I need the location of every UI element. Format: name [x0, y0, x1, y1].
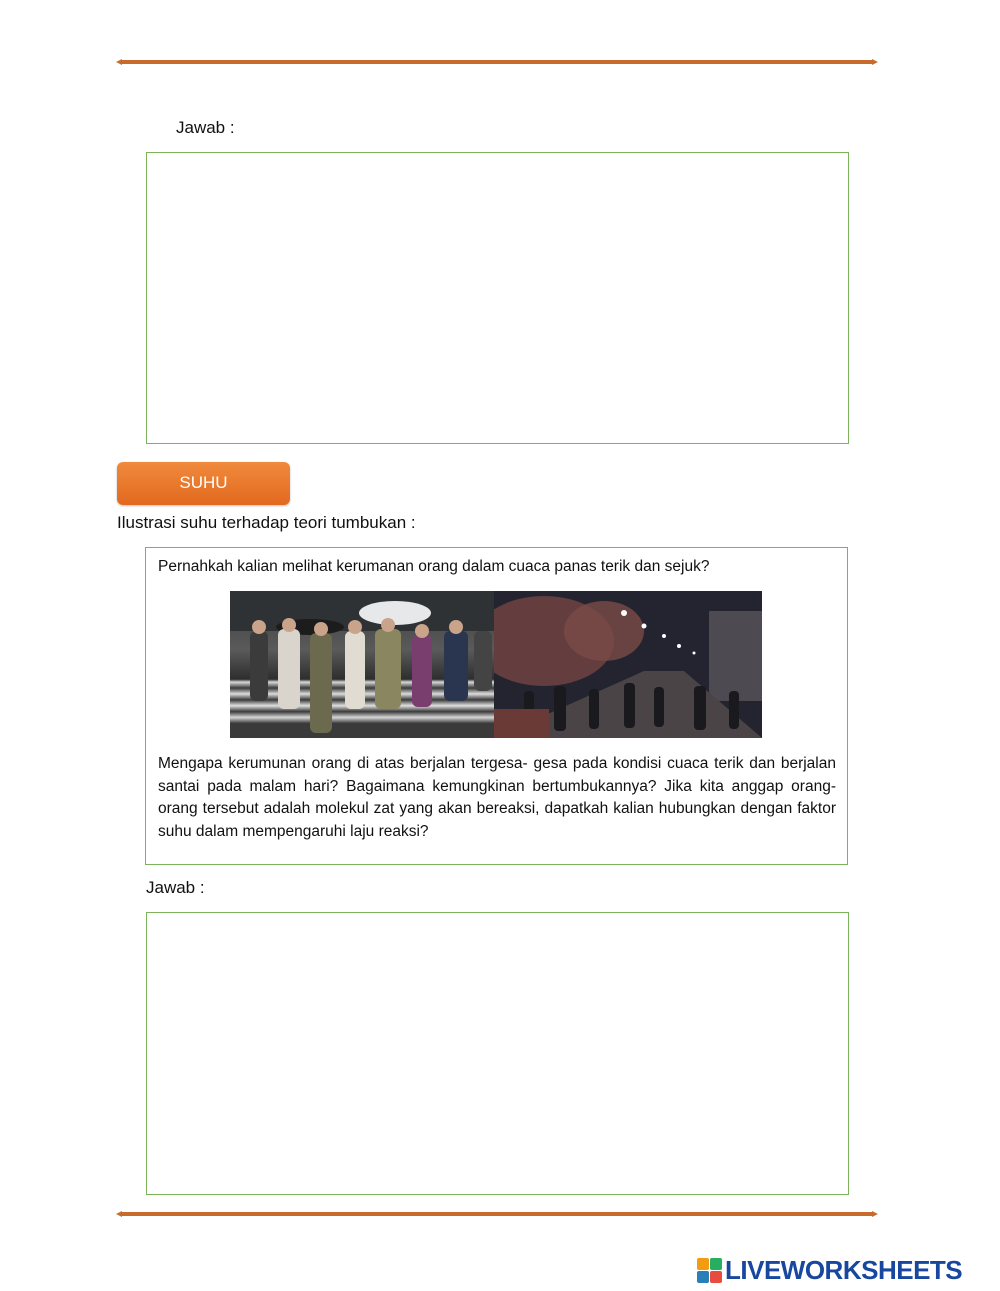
logo-text: LIVEWORKSHEETS — [725, 1254, 963, 1285]
crowd-day-illustration — [230, 591, 494, 738]
answer-label-2: Jawab : — [146, 878, 205, 897]
logo-blocks-icon — [697, 1258, 722, 1283]
answer-box-2[interactable] — [146, 912, 849, 1195]
crowd-night-image — [494, 591, 762, 738]
answer-input-2[interactable] — [147, 913, 848, 1194]
question-body: Mengapa kerumunan orang di atas berjalan tergesa- gesa pada kondisi cuaca terik dan berjalan santai pada malam hari? Bagaimana kemungkinan bertumbukannya? Jika kita anggap orang- orang tersebut adalah molekul zat yang akan bereaksi, dapatkah kalian hubungkan dengan faktor suhu dalam mempengaruhi laju reaksi? — [158, 755, 836, 840]
suhu-tag: SUHU — [117, 462, 290, 505]
crowd-night-illustration — [494, 591, 762, 738]
answer-input-1[interactable] — [147, 153, 848, 443]
top-divider — [116, 59, 878, 65]
liveworksheets-logo — [697, 1255, 962, 1285]
question-intro: Pernahkah kalian melihat kerumanan orang dalam cuaca panas terik dan sejuk? — [158, 558, 710, 575]
answer-label-1: Jawab : — [176, 118, 235, 137]
section-heading: Ilustrasi suhu terhadap teori tumbukan : — [117, 513, 416, 532]
question-box — [145, 547, 848, 865]
crowd-hot-weather-image — [230, 591, 494, 738]
answer-box-1[interactable] — [146, 152, 849, 444]
bottom-divider — [116, 1211, 878, 1217]
